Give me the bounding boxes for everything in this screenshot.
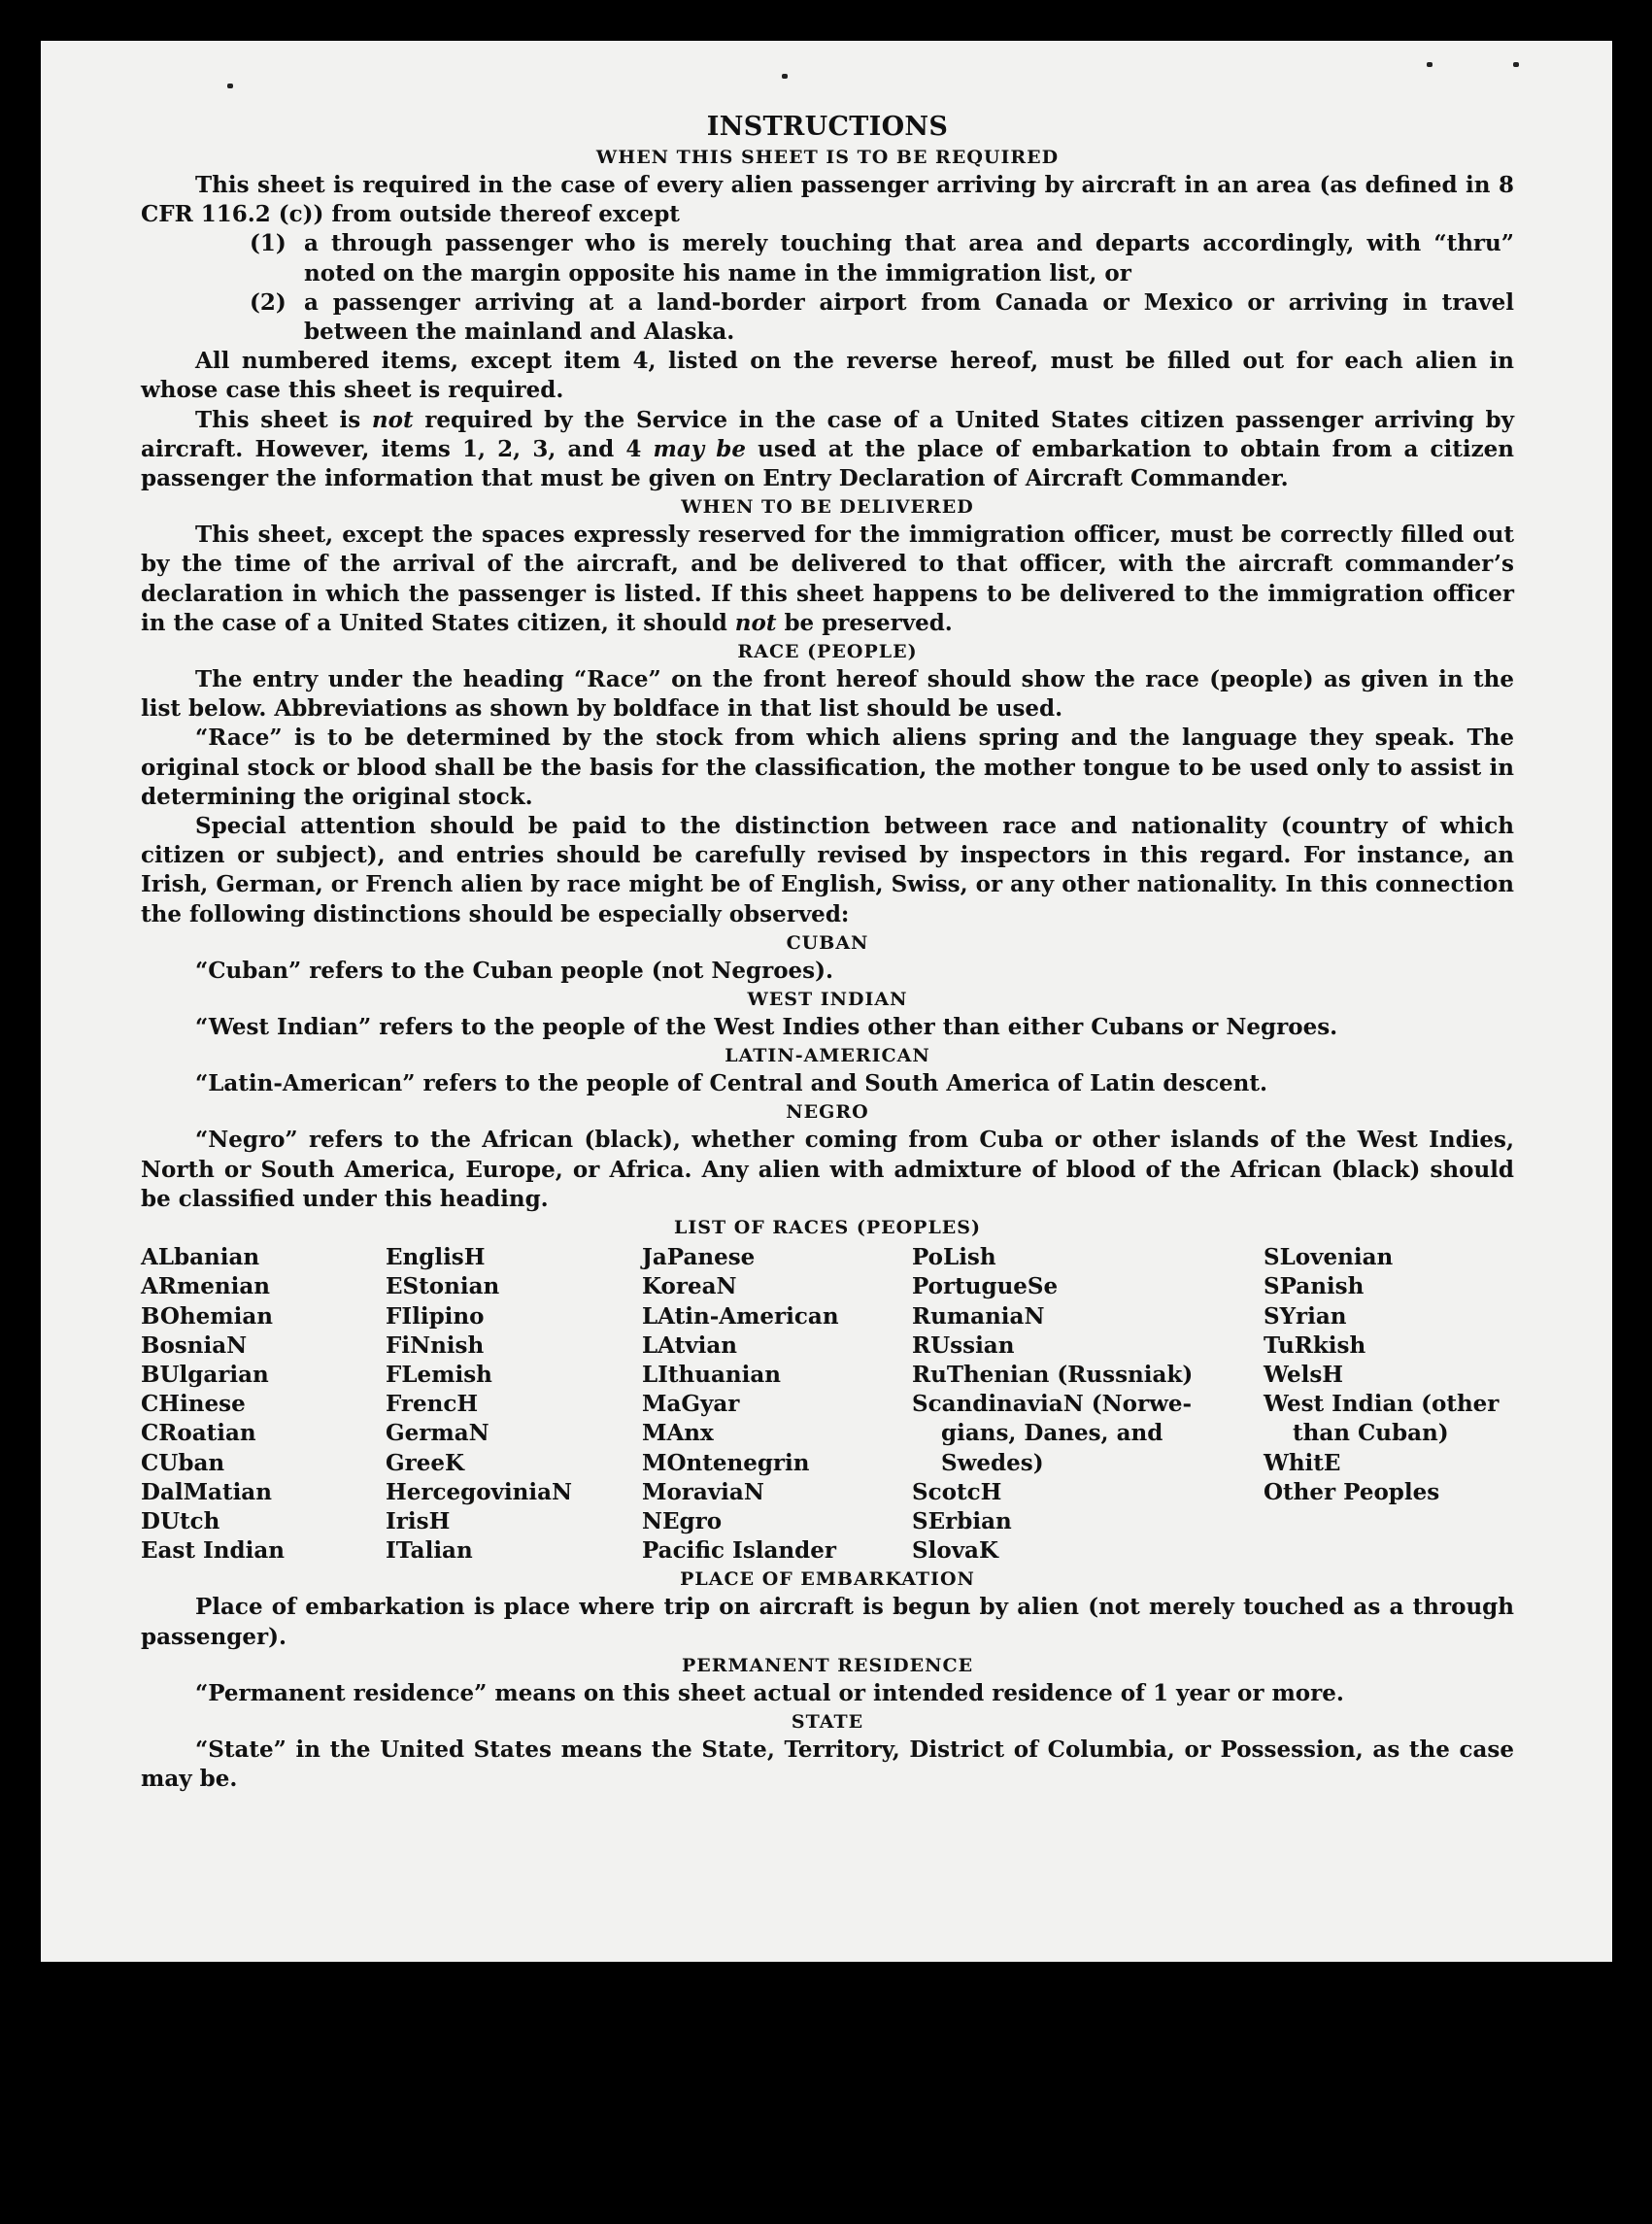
paragraph: “Cuban” refers to the Cuban people (not Negroes).: [195, 957, 834, 984]
race-item: FIlipino: [386, 1302, 485, 1330]
race-item: ScandinaviaN (Norwe-: [912, 1391, 1193, 1418]
section-heading-residence: PERMANENT RESIDENCE: [681, 1654, 974, 1676]
race-item: KoreaN: [642, 1273, 737, 1300]
race-column: [386, 1243, 642, 1566]
race-item: Swedes): [941, 1449, 1044, 1476]
race-item: Pacific Islander: [642, 1537, 836, 1565]
paragraph: “Permanent residence” means on this sheet actual or intended residence of 1 year or more.: [195, 1679, 1344, 1706]
paragraph: Special attention should be paid to the distinction between race and nationality (country of which citizen or subject), and entries should be carefully revised by inspectors in this regard. For instance, an Irish, German, or French alien by race might be of English, Swiss, or any other nationality. In this connection the following distinctions should be especially observed:: [141, 813, 1514, 927]
section-heading-west-indian: WEST INDIAN: [747, 989, 908, 1011]
race-item: CRoatian: [141, 1420, 256, 1447]
paragraph: “State” in the United States means the State, Territory, District of Columbia, or Possession, as the case may be.: [141, 1735, 1514, 1793]
race-item: TuRkish: [1264, 1331, 1366, 1359]
section-heading-list-of-races: LIST OF RACES (PEOPLES): [674, 1217, 981, 1239]
section-heading-state: STATE: [791, 1710, 864, 1733]
race-item: RuThenian (Russniak): [912, 1361, 1194, 1388]
paragraph: Place of embarkation is place where trip on aircraft is begun by alien (not merely touched as a through passenger).: [141, 1594, 1514, 1650]
race-item: LIthuanian: [642, 1361, 781, 1388]
section-heading-required: WHEN THIS SHEET IS TO BE REQUIRED: [595, 147, 1060, 168]
race-item: EStonian: [386, 1273, 500, 1300]
list-item: [141, 229, 1514, 287]
race-item: MOntenegrin: [642, 1449, 810, 1476]
race-item: WelsH: [1264, 1361, 1344, 1388]
race-item: ARmenian: [141, 1273, 271, 1300]
paragraph: The entry under the heading “Race” on the front hereof should show the race (people) as given in the list below. Abbreviations as shown by boldface in that list should be used.: [141, 666, 1514, 723]
race-list: [141, 1243, 1514, 1566]
race-item: SLovenian: [1264, 1244, 1394, 1271]
race-column: [642, 1243, 912, 1566]
section-heading-negro: NEGRO: [786, 1101, 869, 1124]
paragraph: “Negro” refers to the African (black), whether coming from Cuba or other islands of the West Indies, North or South America, Europe, or Africa. Any alien with admixture of blood of the African (black) should be classified under this heading.: [141, 1127, 1514, 1212]
race-item: HercegoviniaN: [386, 1478, 573, 1505]
race-item: East Indian: [141, 1537, 285, 1565]
race-item: BUlgarian: [141, 1361, 269, 1388]
paragraph: All numbered items, except item 4, listed on the reverse hereof, must be filled out for each alien in whose case this sheet is required.: [141, 348, 1514, 404]
race-item: SlovaK: [912, 1537, 998, 1565]
race-item: than Cuban): [1293, 1420, 1449, 1447]
paragraph: This sheet is not required by the Service in the case of a United States citizen passenger arriving by aircraft. However, items 1, 2, 3, and 4 may be used at the place of embarkation to obtain from a citizen passenger the information that must be given on Entry Declaration of Aircraft Commander.: [141, 406, 1515, 492]
race-item: NEgro: [642, 1507, 723, 1534]
race-item: ALbanian: [141, 1244, 260, 1271]
race-item: RUssian: [912, 1331, 1015, 1359]
section-heading-delivered: WHEN TO BE DELIVERED: [681, 496, 974, 519]
race-item: ITalian: [386, 1537, 473, 1565]
race-item: ScotcH: [912, 1478, 1002, 1505]
race-item: PoLish: [912, 1244, 996, 1271]
scan-speck: [1513, 62, 1519, 67]
race-column: [1264, 1243, 1514, 1566]
race-item: EnglisH: [386, 1244, 486, 1271]
race-item: RumaniaN: [912, 1302, 1045, 1330]
section-heading-cuban: CUBAN: [786, 931, 869, 954]
race-column: [141, 1243, 386, 1566]
section-heading-embarkation: PLACE OF EMBARKATION: [680, 1568, 975, 1591]
race-item: MaGyar: [642, 1391, 740, 1418]
race-item: GreeK: [386, 1449, 465, 1476]
race-item: CUban: [141, 1449, 225, 1476]
race-item: FiNnish: [386, 1331, 485, 1359]
race-item: SPanish: [1264, 1273, 1365, 1300]
race-item: SYrian: [1264, 1302, 1347, 1330]
paragraph: This sheet, except the spaces expressly reserved for the immigration officer, must be correctly filled out by the time of the arrival of the aircraft, and be delivered to that officer, with the aircraft commander’s declaration in which the passenger is listed. If this sheet happens to be delivered to the immigration officer in the case of a United States citizen, it should not be preserved.: [141, 522, 1514, 636]
paragraph: This sheet is required in the case of every alien passenger arriving by aircraft in an area (as defined in 8 CFR 116.2 (c)) from outside thereof except: [141, 172, 1514, 228]
section-heading-race: RACE (PEOPLE): [737, 641, 918, 663]
race-item: FLemish: [386, 1361, 492, 1388]
item-number: (1): [250, 230, 287, 257]
document-page: [41, 41, 1612, 1962]
scan-speck: [227, 84, 233, 88]
paragraph: “Latin-American” refers to the people of Central and South America of Latin descent.: [195, 1070, 1267, 1097]
race-column: [912, 1243, 1264, 1566]
race-item: MAnx: [642, 1420, 714, 1447]
race-item: Other Peoples: [1264, 1478, 1440, 1505]
race-item: GermaN: [386, 1420, 489, 1447]
paragraph: “Race” is to be determined by the stock from which aliens spring and the language they speak. The original stock or blood shall be the basis for the classification, the mother tongue to be used only to assist in determining the original stock.: [141, 724, 1514, 810]
race-item: WhitE: [1264, 1449, 1341, 1476]
race-item: LAtvian: [642, 1331, 737, 1359]
item-text: a passenger arriving at a land-border airport from Canada or Mexico or arriving in travel between the mainland and Alaska.: [304, 288, 1514, 346]
race-item: SErbian: [912, 1507, 1012, 1534]
race-item: FrencH: [386, 1391, 479, 1418]
page-title: INSTRUCTIONS: [706, 112, 949, 142]
section-heading-latin-american: LATIN-AMERICAN: [725, 1045, 930, 1067]
list-item: [141, 288, 1514, 347]
scan-speck: [782, 74, 788, 79]
race-item: MoraviaN: [642, 1478, 764, 1505]
race-item: BOhemian: [141, 1302, 273, 1330]
race-item: PortugueSe: [912, 1273, 1059, 1300]
race-item: gians, Danes, and: [941, 1420, 1163, 1447]
race-item: DalMatian: [141, 1478, 272, 1505]
instructions-content: [141, 111, 1514, 1794]
race-item: JaPanese: [642, 1244, 756, 1271]
scan-speck: [1427, 62, 1433, 67]
race-item: IrisH: [386, 1507, 451, 1534]
race-item: DUtch: [141, 1507, 220, 1534]
race-item: CHinese: [141, 1391, 246, 1418]
race-item: LAtin-American: [642, 1302, 839, 1330]
item-number: (2): [250, 288, 287, 316]
item-text: a through passenger who is merely touching that area and departs accordingly, with “thru” noted on the margin opposite his name in the immigration list, or: [304, 230, 1514, 286]
race-item: BosniaN: [141, 1331, 248, 1359]
paragraph: “West Indian” refers to the people of the West Indies other than either Cubans or Negroes.: [195, 1014, 1338, 1041]
race-item: West Indian (other: [1264, 1391, 1500, 1418]
